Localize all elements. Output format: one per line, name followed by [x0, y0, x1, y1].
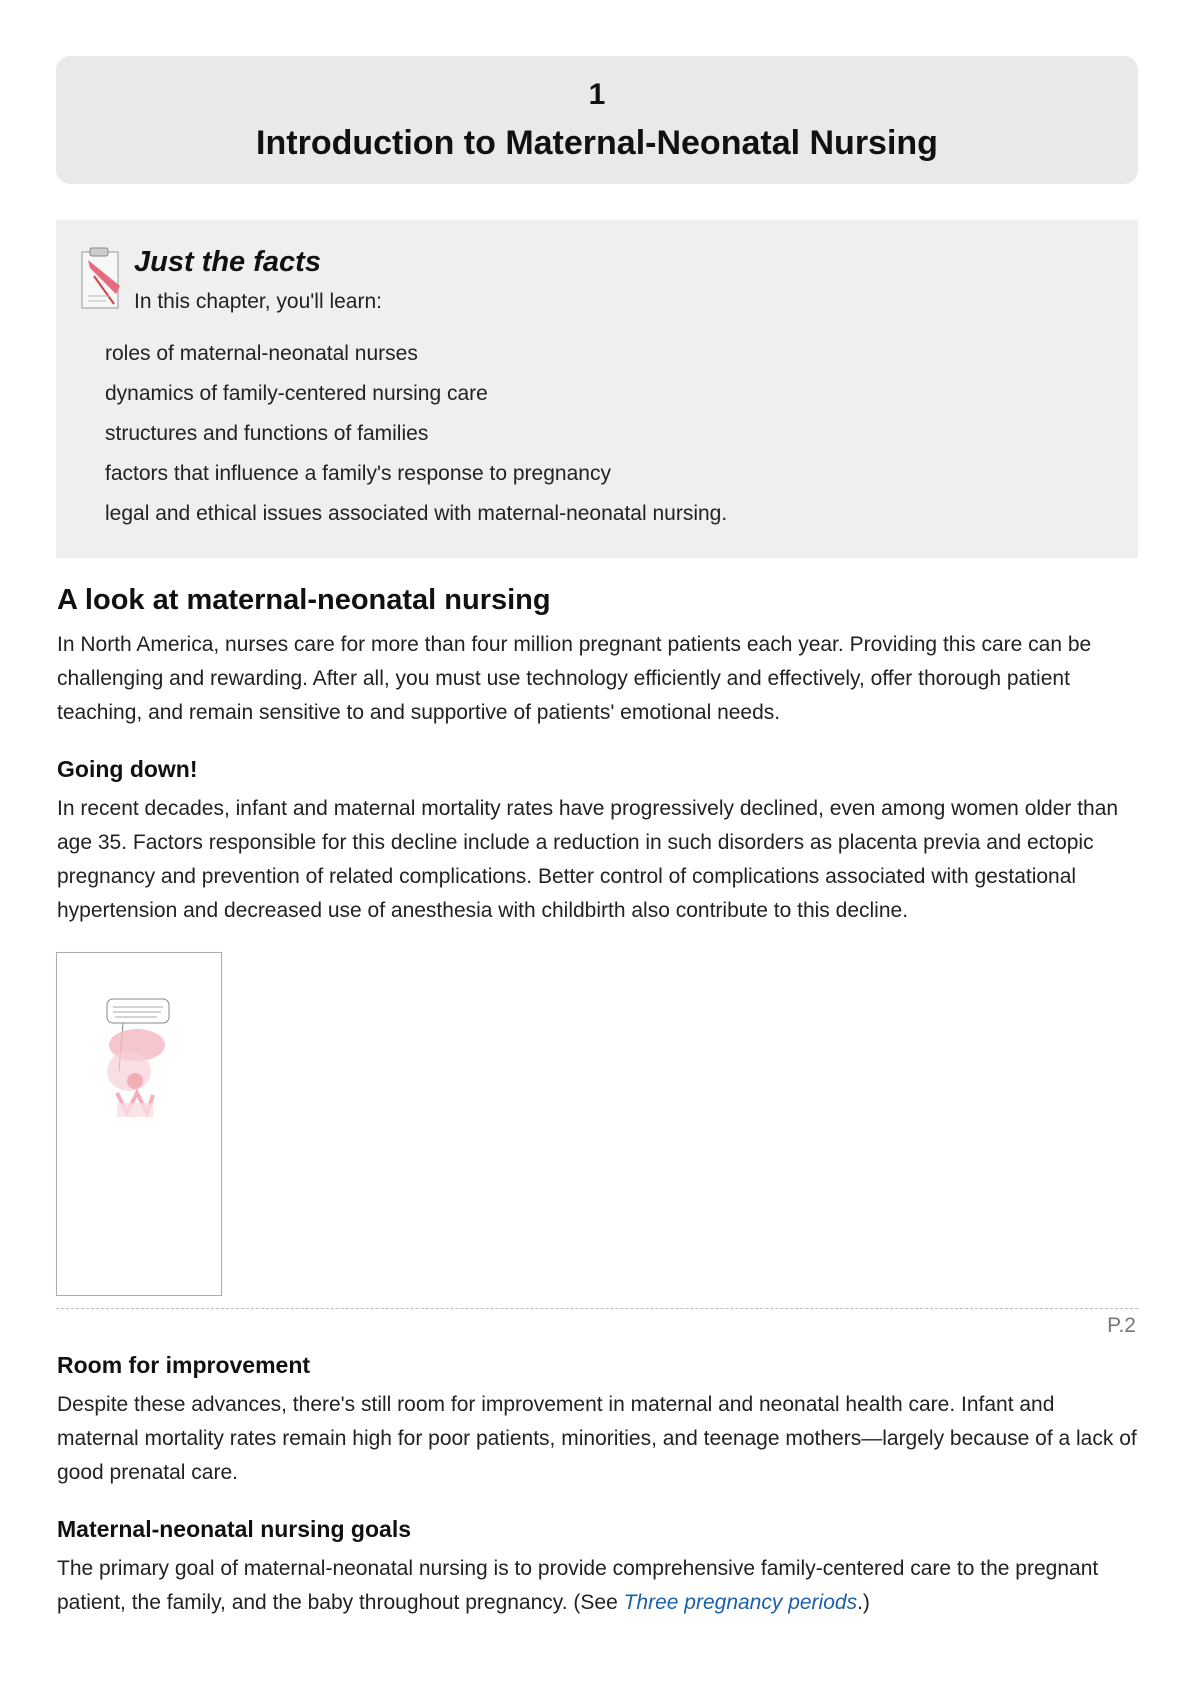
list-item: legal and ethical issues associated with maternal-neonatal nursing.: [105, 502, 728, 525]
list-item: factors that influence a family's response to pregnancy: [105, 462, 611, 485]
page-divider: [56, 1308, 1138, 1309]
just-the-facts-box: [56, 220, 1138, 558]
going-down-heading: Going down!: [57, 756, 198, 782]
chapter-number: 1: [588, 78, 606, 111]
goals-text-end: .): [857, 1591, 870, 1614]
goals-paragraph: [57, 1552, 1137, 1620]
clipboard-icon: [80, 246, 124, 312]
list-item: structures and functions of families: [105, 422, 429, 445]
section-title: A look at maternal-neonatal nursing: [57, 584, 551, 616]
goals-heading: Maternal-neonatal nursing goals: [57, 1516, 411, 1542]
cartoon-nurse-illustration: [57, 953, 221, 1295]
goals-text: The primary goal of maternal-neonatal nursing is to provide comprehensive family-centered care to the pregnant patient, the family, and the baby throughout pregnancy. (See: [57, 1557, 1099, 1614]
facts-list: [105, 334, 727, 534]
list-item: dynamics of family-centered nursing care: [105, 382, 488, 405]
three-pregnancy-periods-link[interactable]: Three pregnancy periods: [623, 1591, 858, 1614]
page-number: P.2: [1107, 1314, 1136, 1337]
room-paragraph: Despite these advances, there's still room for improvement in maternal and neonatal health care. Infant and maternal mortality rates remain high for poor patients, minorities, and teenage mothers—largely because of a lack of good prenatal care.: [57, 1393, 1137, 1484]
chapter-header: [56, 56, 1138, 184]
list-item: roles of maternal-neonatal nurses: [105, 342, 418, 365]
facts-intro: In this chapter, you'll learn:: [134, 290, 382, 313]
cartoon-figure: [56, 952, 222, 1296]
chapter-title: Introduction to Maternal-Neonatal Nursing: [256, 124, 938, 162]
going-down-paragraph: In recent decades, infant and maternal mortality rates have progressively declined, even among women older than age 35. Factors responsible for this decline include a reduction in such disorders as placenta previa and ectopic pregnancy and prevention of related complications. Better control of complications associated with gestational hypertension and decreased use of anesthesia with childbirth also contribute to this decline.: [57, 797, 1119, 922]
room-heading: Room for improvement: [57, 1352, 311, 1378]
section-intro-paragraph: In North America, nurses care for more than four million pregnant patients each year. Providing this care can be challenging and rewarding. After all, you must use technology efficiently and effectively, offer thorough patient teaching, and remain sensitive to and supportive of patients' emotional needs.: [57, 633, 1092, 724]
facts-title: Just the facts: [134, 246, 321, 278]
